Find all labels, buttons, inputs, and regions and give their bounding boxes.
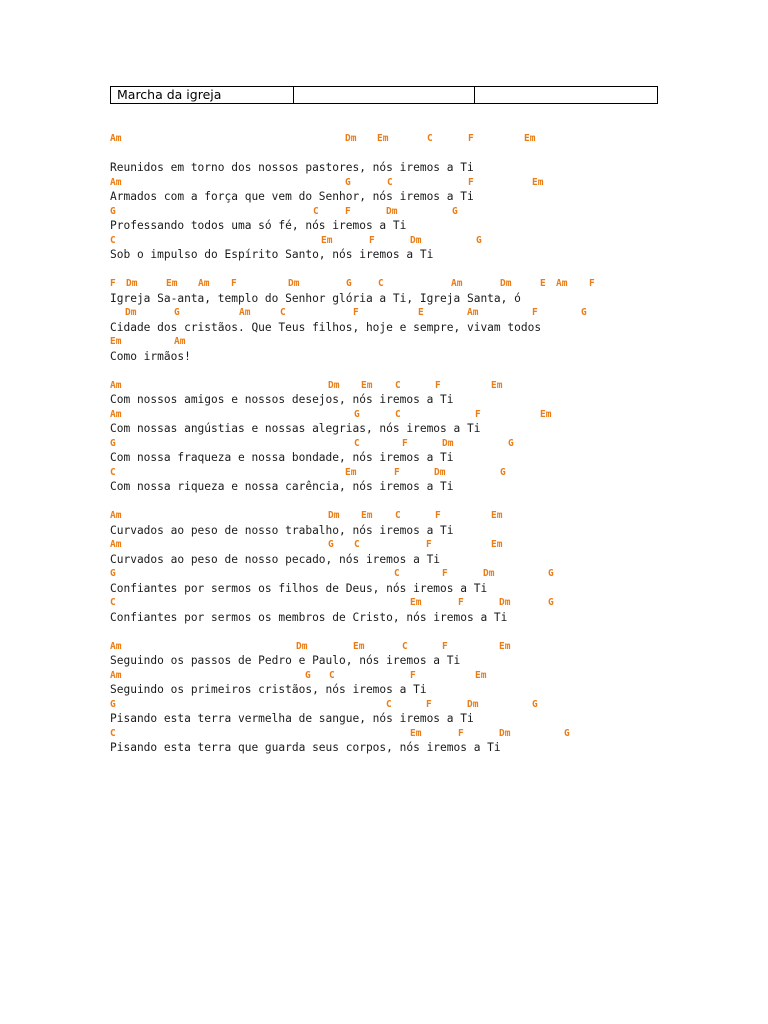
chord: C (110, 727, 116, 739)
verse-1 (110, 132, 730, 263)
chord: G (452, 205, 458, 217)
chord: Am (451, 278, 463, 289)
lyric-line: Sob o impulso do Espírito Santo, nós iremos a Ti (110, 248, 434, 261)
chord: Em (361, 379, 373, 391)
chord-line (110, 335, 730, 350)
chord: C (387, 176, 393, 188)
chord: F (426, 698, 432, 710)
chord: F (394, 466, 400, 478)
chord: Em (491, 510, 503, 521)
chord: G (174, 307, 180, 318)
chord: G (305, 669, 311, 681)
chord-line (110, 669, 730, 684)
chord: G (345, 176, 351, 188)
chord: G (581, 307, 587, 318)
chord: C (280, 307, 286, 318)
chord: C (427, 133, 433, 144)
lyric-line: Armados com a força que vem do Senhor, nós iremos a Ti (110, 190, 474, 203)
lyric-line: Com nossa fraqueza e nossa bondade, nós iremos a Ti (110, 451, 454, 464)
chord-line (110, 234, 730, 249)
chord: G (548, 568, 554, 579)
chord: C (395, 510, 401, 521)
chord: F (435, 379, 441, 391)
chord: G (346, 278, 352, 289)
chord: Em (166, 278, 178, 289)
header-cell-empty-1 (294, 87, 475, 104)
chord: Am (467, 307, 479, 318)
chord: F (435, 510, 441, 521)
chord: F (369, 234, 375, 246)
chord: Dm (328, 379, 340, 391)
chord: F (442, 568, 448, 579)
chord: E (418, 307, 424, 318)
chord: F (532, 307, 538, 318)
chord: G (476, 234, 482, 246)
chord: Em (377, 133, 389, 144)
chord: F (468, 133, 474, 144)
chord: C (110, 466, 116, 478)
chord: C (395, 379, 401, 391)
chord: Em (345, 466, 357, 478)
chord: G (328, 539, 334, 550)
chord: C (354, 539, 360, 550)
chord: F (458, 597, 464, 608)
chord: Dm (345, 133, 357, 144)
chord: G (110, 437, 116, 449)
chord: C (329, 669, 335, 681)
chord: C (110, 597, 116, 608)
chord: Em (475, 669, 487, 681)
chord: F (589, 278, 595, 289)
lyric-line: Curvados ao peso de nosso trabalho, nós iremos a Ti (110, 523, 454, 537)
verse-3 (110, 509, 730, 625)
chord: Em (491, 539, 503, 550)
chord: F (410, 669, 416, 681)
chord: F (458, 727, 464, 739)
chord: C (110, 234, 116, 246)
chord: Dm (500, 278, 512, 289)
song-header-row (111, 87, 658, 104)
chord: C (378, 278, 384, 289)
chord: Em (540, 408, 552, 420)
chord: C (386, 698, 392, 710)
chord: Am (110, 510, 122, 521)
chord: G (354, 408, 360, 420)
chord: Dm (126, 278, 138, 289)
chord: F (110, 278, 116, 289)
chord-line (110, 727, 730, 742)
chord: Am (110, 539, 122, 550)
lyric-line: Como irmãos! (110, 349, 191, 363)
chord-line (110, 538, 730, 553)
chord: Em (532, 176, 544, 188)
chord: G (508, 437, 514, 449)
chord: Em (410, 597, 422, 608)
chorus (110, 277, 730, 364)
lyric-line: Reunidos em torno dos nossos pastores, nós iremos a Ti (110, 161, 474, 174)
lyric-line: Com nossos amigos e nossos desejos, nós iremos a Ti (110, 393, 454, 406)
chord-line (110, 466, 730, 481)
chord: C (313, 205, 319, 217)
lyric-line: Confiantes por sermos os filhos de Deus, nós iremos a Ti (110, 581, 488, 595)
chord-line (110, 596, 730, 611)
chord-line (110, 408, 730, 423)
song-header-table (110, 86, 658, 104)
chord: Dm (434, 466, 446, 478)
chord: Dm (125, 307, 137, 318)
lyric-line: Seguindo os primeiros cristãos, nós iremos a Ti (110, 683, 427, 696)
chord-line (110, 437, 730, 452)
lyric-line: Cidade dos cristãos. Que Teus filhos, hoje e sempre, vivam todos (110, 320, 542, 334)
chord: Am (110, 176, 122, 188)
chord: F (231, 278, 237, 289)
song-body (110, 132, 730, 756)
chord-line (110, 277, 730, 292)
chord: Em (353, 640, 365, 652)
chord: G (110, 568, 116, 579)
verse-4 (110, 640, 730, 756)
lyric-line: Igreja Sa-anta, templo do Senhor glória a Ti, Igreja Santa, ó (110, 291, 521, 305)
chord: Am (174, 336, 186, 347)
chord: Am (198, 278, 210, 289)
chord: Am (110, 379, 122, 391)
chord-line (110, 132, 730, 147)
chord: Dm (442, 437, 454, 449)
header-cell-empty-2 (475, 87, 658, 104)
chord: F (442, 640, 448, 652)
chord: Am (110, 133, 122, 144)
lyric-line: Pisando esta terra que guarda seus corpos, nós iremos a Ti (110, 741, 501, 754)
chord: Am (110, 640, 122, 652)
chord: C (402, 640, 408, 652)
chord: Dm (386, 205, 398, 217)
chord: F (402, 437, 408, 449)
chord: Dm (288, 278, 300, 289)
chord: Am (239, 307, 251, 318)
lyric-line: Confiantes por sermos os membros de Cristo, nós iremos a Ti (110, 610, 508, 624)
chord: F (426, 539, 432, 550)
chord: G (500, 466, 506, 478)
chord: G (110, 698, 116, 710)
chord: Am (556, 278, 568, 289)
chord: G (110, 205, 116, 217)
chord: C (394, 568, 400, 579)
chord: Dm (296, 640, 308, 652)
chord-line (110, 379, 730, 394)
chord: Am (110, 669, 122, 681)
chord: F (345, 205, 351, 217)
chord-line (110, 567, 730, 582)
chord: C (354, 437, 360, 449)
verse-2 (110, 379, 730, 495)
chord: G (532, 698, 538, 710)
chord: Em (491, 379, 503, 391)
chord-line (110, 176, 730, 191)
lyric-line: Seguindo os passos de Pedro e Paulo, nós iremos a Ti (110, 654, 461, 667)
chord: C (395, 408, 401, 420)
chord: Em (110, 336, 122, 347)
chord: G (564, 727, 570, 739)
chord-line (110, 640, 730, 655)
chord: F (475, 408, 481, 420)
lyric-line: Com nossa riqueza e nossa carência, nós iremos a Ti (110, 480, 454, 493)
chord: F (353, 307, 359, 318)
chord: Em (410, 727, 422, 739)
chord: Dm (467, 698, 479, 710)
lyric-line: Professando todos uma só fé, nós iremos a Ti (110, 219, 407, 232)
song-title: Marcha da igreja (111, 87, 294, 104)
lyric-line: Com nossas angústias e nossas alegrias, nós iremos a Ti (110, 422, 481, 435)
chord-line (110, 509, 730, 524)
lyric-line: Pisando esta terra vermelha de sangue, nós iremos a Ti (110, 712, 474, 725)
chord: E (540, 278, 546, 289)
chord: Dm (410, 234, 422, 246)
chord: Em (361, 510, 373, 521)
chord: F (468, 176, 474, 188)
chord: Em (321, 234, 333, 246)
chord: Dm (483, 568, 495, 579)
chord: G (548, 597, 554, 608)
chord: Dm (328, 510, 340, 521)
chord-line (110, 306, 730, 321)
chord: Am (110, 408, 122, 420)
chord: Dm (499, 597, 511, 608)
chord: Dm (499, 727, 511, 739)
chord: Em (499, 640, 511, 652)
chord-line (110, 205, 730, 220)
chord: Em (524, 133, 536, 144)
lyric-line: Curvados ao peso de nosso pecado, nós iremos a Ti (110, 552, 441, 566)
chord-line (110, 698, 730, 713)
